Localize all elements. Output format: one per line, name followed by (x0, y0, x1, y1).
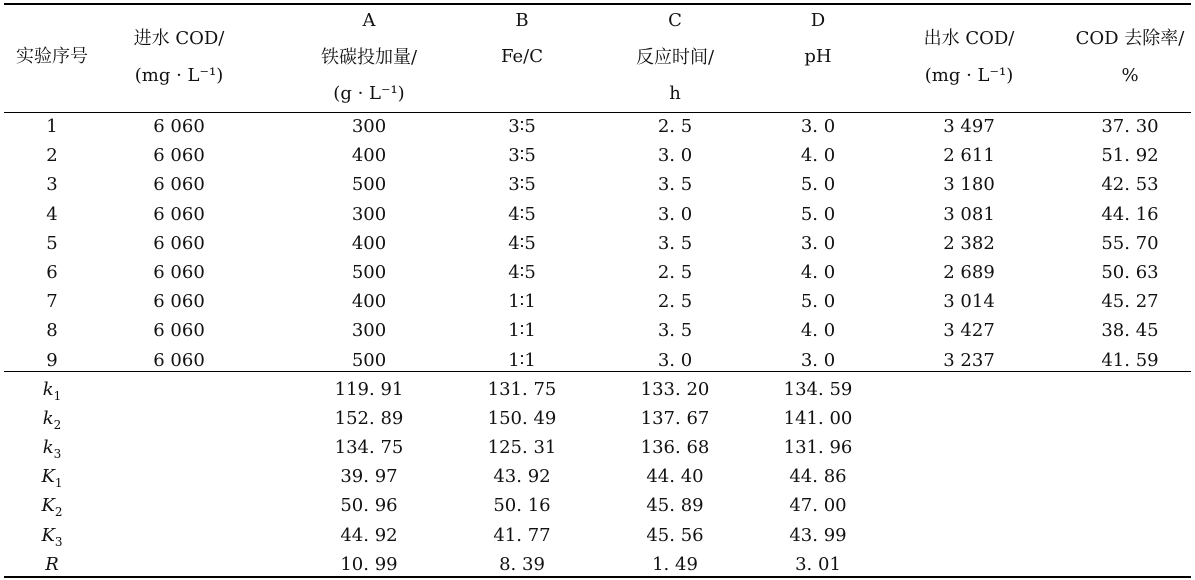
cell-row-6-col-8: 50. 63 (1101, 262, 1159, 283)
header-col5-line-1: D (810, 10, 826, 31)
cell-row-9-col-6: 3. 0 (800, 349, 836, 371)
cell-row-3-col-2: 6 060 (153, 174, 205, 196)
cell-row-8-col-3: 300 (351, 320, 387, 342)
cell-row-8-col-7: 3 427 (943, 320, 995, 342)
stat-row-3-col-5: 136. 68 (640, 437, 710, 459)
cell-row-1-col-3: 300 (351, 116, 387, 137)
cell-row-5-col-4: 4∶5 (508, 232, 536, 254)
cell-row-6-col-5: 2. 5 (657, 262, 693, 283)
header-col2-line-1: A (362, 10, 376, 31)
header-col4-line-3: h (669, 83, 681, 104)
cell-row-9-col-2: 6 060 (153, 349, 205, 371)
stat-row-6-col-3: 44. 92 (340, 524, 398, 546)
stat-row-2-col-5: 137. 67 (640, 408, 710, 430)
stat-row-4-col-6: 44. 86 (789, 466, 847, 488)
stat-row-5-col-3: 50. 96 (340, 495, 398, 517)
cell-row-4-col-6: 5. 0 (800, 203, 836, 225)
stat-row-3-col-4: 125. 31 (487, 437, 557, 459)
stat-row-3-col-6: 131. 96 (783, 437, 853, 459)
cell-row-5-col-6: 3. 0 (800, 232, 836, 254)
cell-row-1-col-8: 37. 30 (1101, 116, 1159, 137)
cell-row-2-col-8: 51. 92 (1101, 145, 1159, 167)
stat-label-3: $k_3$ (42, 437, 62, 462)
stat-label-2: $k_2$ (42, 408, 62, 433)
cell-row-4-col-4: 4∶5 (508, 203, 536, 225)
table-top-rule (4, 3, 1191, 5)
cell-row-9-col-7: 3 237 (943, 349, 995, 371)
cell-row-3-col-3: 500 (351, 174, 387, 196)
header-col4-line-1: C (668, 10, 682, 31)
cell-row-5-col-5: 3. 5 (657, 232, 693, 254)
cell-row-7-col-2: 6 060 (153, 291, 205, 313)
header-col3-line-2: Fe/C (501, 46, 543, 67)
cell-row-7-col-1: 7 (46, 291, 58, 313)
cell-row-8-col-5: 3. 5 (657, 320, 693, 342)
stat-row-2-col-4: 150. 49 (487, 408, 557, 430)
header-col5-line-2: pH (804, 46, 832, 67)
cell-row-4-col-5: 3. 0 (657, 203, 693, 225)
stat-row-2-col-6: 141. 00 (783, 408, 853, 430)
cell-row-9-col-5: 3. 0 (657, 349, 693, 371)
cell-row-8-col-6: 4. 0 (800, 320, 836, 342)
stat-row-5-col-6: 47. 00 (789, 495, 847, 517)
header-col7-line-1: COD 去除率/ (1075, 28, 1185, 49)
cell-row-1-col-4: 3∶5 (508, 116, 536, 137)
cell-row-9-col-8: 41. 59 (1101, 349, 1159, 371)
cell-row-6-col-7: 2 689 (943, 262, 995, 283)
cell-row-1-col-1: 1 (46, 116, 58, 137)
cell-row-8-col-2: 6 060 (153, 320, 205, 342)
cell-row-6-col-4: 4∶5 (508, 262, 536, 283)
cell-row-5-col-8: 55. 70 (1101, 232, 1159, 254)
cell-row-1-col-2: 6 060 (153, 116, 205, 137)
header-bottom-rule (4, 112, 1191, 113)
cell-row-5-col-1: 5 (46, 232, 58, 254)
cell-row-4-col-8: 44. 16 (1101, 203, 1159, 225)
header-col7-line-2: % (1121, 65, 1139, 86)
cell-row-5-col-3: 400 (351, 232, 387, 254)
cell-row-8-col-8: 38. 45 (1101, 320, 1159, 342)
cell-row-4-col-1: 4 (46, 203, 58, 225)
header-col2-line-2: 铁碳投加量/ (320, 47, 418, 68)
stat-row-1-col-3: 119. 91 (334, 379, 404, 400)
stat-row-5-col-4: 50. 16 (493, 495, 551, 517)
stat-row-6-col-6: 43. 99 (789, 524, 847, 546)
cell-row-7-col-3: 400 (351, 291, 387, 313)
stat-row-6-col-5: 45. 56 (646, 524, 704, 546)
cell-row-2-col-5: 3. 0 (657, 145, 693, 167)
cell-row-3-col-6: 5. 0 (800, 174, 836, 196)
cell-row-2-col-7: 2 611 (943, 145, 995, 167)
cell-row-7-col-6: 5. 0 (800, 291, 836, 313)
stat-row-7-col-5: 1. 49 (652, 553, 698, 575)
cell-row-2-col-6: 4. 0 (800, 145, 836, 167)
cell-row-1-col-5: 2. 5 (657, 116, 693, 137)
cell-row-9-col-1: 9 (46, 349, 58, 371)
cell-row-3-col-8: 42. 53 (1101, 174, 1159, 196)
stat-label-6: $K_3$ (41, 524, 63, 549)
stat-row-1-col-4: 131. 75 (487, 379, 557, 400)
cell-row-9-col-4: 1∶1 (508, 349, 536, 371)
stat-label-1: $k_1$ (42, 379, 62, 403)
header-col3-line-1: B (515, 10, 529, 31)
cell-row-7-col-5: 2. 5 (657, 291, 693, 313)
stat-row-5-col-5: 45. 89 (646, 495, 704, 517)
header-col0-line-1: 实验序号 (16, 46, 88, 67)
cell-row-5-col-7: 2 382 (943, 232, 995, 254)
cell-row-1-col-6: 3. 0 (800, 116, 836, 137)
cell-row-3-col-5: 3. 5 (657, 174, 693, 196)
header-col6-line-1: 出水 COD/ (923, 28, 1015, 49)
cell-row-2-col-4: 3∶5 (508, 145, 536, 167)
stat-row-1-col-6: 134. 59 (783, 379, 853, 400)
stat-label-5: $K_2$ (41, 495, 63, 520)
cell-row-7-col-8: 45. 27 (1101, 291, 1159, 313)
stat-row-7-col-3: 10. 99 (340, 553, 398, 575)
cell-row-8-col-1: 8 (46, 320, 58, 342)
stat-row-1-col-5: 133. 20 (640, 379, 710, 400)
stat-row-3-col-3: 134. 75 (334, 437, 404, 459)
cell-row-6-col-2: 6 060 (153, 262, 205, 283)
cell-row-7-col-7: 3 014 (943, 291, 995, 313)
header-col1-line-1: 进水 COD/ (133, 28, 225, 49)
cell-row-4-col-3: 300 (351, 203, 387, 225)
cell-row-4-col-7: 3 081 (943, 203, 995, 225)
cell-row-8-col-4: 1∶1 (508, 320, 536, 342)
header-col2-line-3: (g · L⁻¹) (333, 83, 405, 104)
cell-row-9-col-3: 500 (351, 349, 387, 371)
stat-row-7-col-4: 8. 39 (499, 553, 545, 575)
stat-row-4-col-5: 44. 40 (646, 466, 704, 488)
table-bottom-rule (4, 576, 1191, 578)
cell-row-1-col-7: 3 497 (943, 116, 995, 137)
stat-row-4-col-3: 39. 97 (340, 466, 398, 488)
stat-label-4: $K_1$ (41, 466, 63, 491)
cell-row-3-col-7: 3 180 (943, 174, 995, 196)
cell-row-6-col-1: 6 (46, 262, 58, 283)
header-col4-line-2: 反应时间/ (635, 47, 715, 68)
cell-row-4-col-2: 6 060 (153, 203, 205, 225)
stat-row-2-col-3: 152. 89 (334, 408, 404, 430)
stat-label-7: R (45, 553, 59, 575)
header-col1-line-2: (mg · L⁻¹) (134, 65, 224, 86)
cell-row-3-col-4: 3∶5 (508, 174, 536, 196)
cell-row-2-col-2: 6 060 (153, 145, 205, 167)
stat-row-7-col-6: 3. 01 (795, 553, 841, 575)
cell-row-6-col-6: 4. 0 (800, 262, 836, 283)
cell-row-7-col-4: 1∶1 (508, 291, 536, 313)
cell-row-3-col-1: 3 (46, 174, 58, 196)
stat-row-4-col-4: 43. 92 (493, 466, 551, 488)
cell-row-6-col-3: 500 (351, 262, 387, 283)
cell-row-5-col-2: 6 060 (153, 232, 205, 254)
cell-row-2-col-1: 2 (46, 145, 58, 167)
header-col6-line-2: (mg · L⁻¹) (924, 65, 1014, 86)
cell-row-2-col-3: 400 (351, 145, 387, 167)
stat-row-6-col-4: 41. 77 (493, 524, 551, 546)
